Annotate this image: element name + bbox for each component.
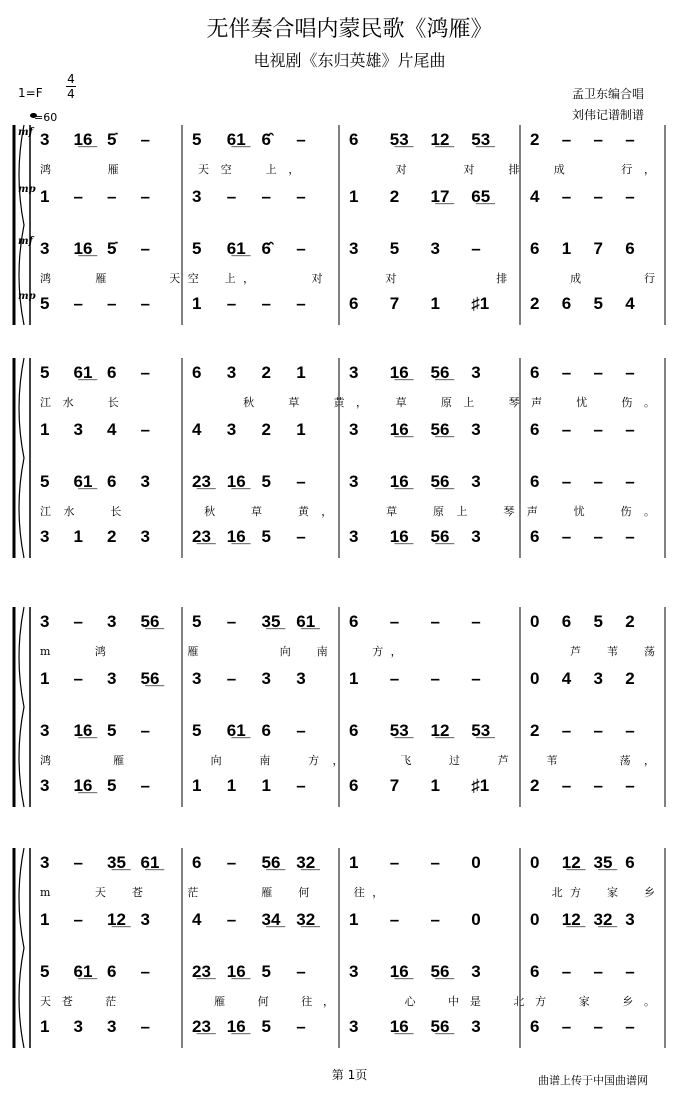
dash-note: –	[107, 294, 117, 313]
note: 5	[261, 527, 271, 546]
note: 2	[261, 420, 271, 439]
note: 5̲6̲	[261, 853, 281, 872]
note: 7	[389, 294, 400, 313]
note: 6	[349, 776, 359, 795]
note: 1	[226, 776, 237, 795]
dash-note: –	[140, 776, 150, 795]
note: 6̂	[261, 130, 271, 149]
note: 5	[593, 612, 603, 631]
dash-note: –	[140, 294, 150, 313]
note: 5	[107, 776, 117, 795]
note: 6	[530, 472, 540, 491]
note: 3	[349, 363, 359, 382]
note: 6̂	[261, 239, 271, 258]
dash-note: –	[226, 612, 237, 631]
note: 1̲2̲	[561, 853, 581, 872]
dash-note: –	[471, 612, 481, 631]
note: 5̲6̲	[430, 420, 450, 439]
time-signature-bottom: 4	[67, 87, 75, 101]
dash-note: –	[625, 472, 635, 491]
note: 6	[530, 527, 540, 546]
note: 5	[40, 472, 50, 491]
dash-note: –	[389, 910, 400, 929]
note: 5	[192, 239, 202, 258]
note: 5̲6̲	[430, 1017, 450, 1036]
note: 1̲2̲	[430, 721, 450, 740]
note: 2̲3̲	[192, 472, 211, 491]
note: 6	[349, 612, 359, 631]
dash-note: –	[561, 776, 572, 795]
lyric-line: m 鸿 雁 向 南 方， 芦 苇 荡	[40, 645, 655, 658]
note: 5	[192, 130, 202, 149]
note: 6	[561, 612, 572, 631]
note: 3̲2̲	[296, 910, 316, 929]
note: 3	[40, 776, 50, 795]
note: 3	[140, 527, 150, 546]
dash-note: –	[471, 239, 481, 258]
dash-note: –	[73, 853, 83, 872]
note: 1	[430, 776, 440, 795]
dash-note: –	[73, 612, 83, 631]
dash-note: –	[625, 420, 635, 439]
note: 6	[107, 363, 117, 382]
note: 6̲5̲	[471, 187, 491, 206]
note: 3	[471, 962, 481, 981]
note: 4	[192, 910, 202, 929]
dash-note: –	[296, 187, 306, 206]
dash-note: –	[625, 187, 635, 206]
note: 5̲3̲	[471, 130, 491, 149]
note: 6	[625, 853, 635, 872]
dash-note: –	[296, 130, 306, 149]
dash-note: –	[296, 1017, 306, 1036]
note: 1̲6̲	[226, 472, 246, 491]
dash-note: –	[261, 187, 271, 206]
note: 1	[349, 853, 359, 872]
dash-note: –	[107, 187, 117, 206]
note: 3̲5̲	[107, 853, 126, 872]
dash-note: –	[593, 187, 603, 206]
note: 1	[349, 910, 359, 929]
dash-note: –	[226, 853, 237, 872]
note: 3	[349, 1017, 359, 1036]
note: 3	[471, 1017, 481, 1036]
note: 1	[192, 294, 202, 313]
note: 2̲3̲	[192, 962, 211, 981]
note: 6	[561, 294, 572, 313]
note: 3	[593, 669, 603, 688]
note: 3	[40, 612, 50, 631]
note: 5	[40, 962, 50, 981]
note: 1̲6̲	[226, 1017, 246, 1036]
dash-note: –	[140, 1017, 150, 1036]
dash-note: –	[561, 420, 572, 439]
note: 0	[530, 910, 540, 929]
arranger-credit: 孟卫东编合唱	[572, 87, 645, 101]
note: 1	[561, 239, 572, 258]
note: 2	[530, 294, 540, 313]
dash-note: –	[226, 187, 237, 206]
note: 3	[140, 910, 150, 929]
note: 1	[296, 363, 306, 382]
note: 1̲6̲	[73, 239, 93, 258]
note: 1	[40, 187, 50, 206]
note: 6̲1̲	[296, 612, 316, 631]
dash-note: –	[140, 721, 150, 740]
note: 3	[40, 527, 50, 546]
note: 2	[389, 187, 400, 206]
system-brace	[19, 607, 24, 807]
dash-note: –	[625, 527, 635, 546]
note: 3	[40, 239, 50, 258]
dynamic-mark: mf	[18, 127, 33, 138]
dash-note: –	[625, 130, 635, 149]
note: 6	[530, 1017, 540, 1036]
dash-note: –	[73, 187, 83, 206]
note: 3	[73, 1017, 83, 1036]
note: 5	[593, 294, 603, 313]
note: 1̲6̲	[389, 472, 409, 491]
key-signature: 1=F	[18, 86, 43, 100]
note: 3	[296, 669, 306, 688]
note: 1	[192, 776, 202, 795]
note: 7	[593, 239, 603, 258]
note: 1	[349, 187, 359, 206]
dash-note: –	[261, 294, 271, 313]
dash-note: –	[140, 363, 150, 382]
note: 4	[561, 669, 572, 688]
note: 3	[226, 420, 237, 439]
note: 3̲2̲	[296, 853, 316, 872]
note: 7	[389, 776, 400, 795]
note: 1̲6̲	[226, 527, 246, 546]
note: 0	[530, 669, 540, 688]
note: 6	[530, 962, 540, 981]
dash-note: –	[140, 239, 150, 258]
note: 5	[40, 363, 50, 382]
note: 1̲6̲	[73, 130, 93, 149]
note: 1	[349, 669, 359, 688]
dash-note: –	[296, 721, 306, 740]
note: 1	[430, 294, 440, 313]
note: 3	[430, 239, 440, 258]
note: 2	[625, 612, 635, 631]
lyric-line: 江水 长 秋 草 黄， 草 原上 琴声 忧 伤。	[40, 396, 655, 409]
note: 4	[107, 420, 117, 439]
note: 2̲3̲	[192, 1017, 211, 1036]
dash-note: –	[593, 527, 603, 546]
note: 1̲6̲	[389, 962, 409, 981]
dash-note: –	[389, 669, 400, 688]
note: 1	[40, 910, 50, 929]
dash-note: –	[226, 910, 237, 929]
note: 1	[40, 1017, 50, 1036]
note: 4	[530, 187, 540, 206]
dash-note: –	[73, 910, 83, 929]
note: 6	[107, 472, 117, 491]
note: 1̲6̲	[226, 962, 246, 981]
dash-note: –	[140, 130, 150, 149]
note: 1̲6̲	[389, 420, 409, 439]
dash-note: –	[430, 910, 440, 929]
dash-note: –	[625, 721, 635, 740]
lyric-line: 鸿 雁 天空 上， 对 对 排 成 行，	[40, 163, 655, 176]
dash-note: –	[593, 776, 603, 795]
dash-note: –	[593, 130, 603, 149]
note: 3	[73, 420, 83, 439]
dash-note: –	[430, 853, 440, 872]
dash-note: –	[296, 962, 306, 981]
note: 3	[471, 420, 481, 439]
dash-note: –	[625, 363, 635, 382]
dash-note: –	[593, 1017, 603, 1036]
dash-note: –	[73, 294, 83, 313]
note: 2	[530, 776, 540, 795]
note: 3	[140, 472, 150, 491]
note: 3	[625, 910, 635, 929]
dash-note: –	[296, 294, 306, 313]
dash-note: –	[593, 721, 603, 740]
note: 5̲6̲	[430, 527, 450, 546]
note: 2	[625, 669, 635, 688]
lyric-line: m 天 苍 茫 雁 何 往， 北方 家 乡	[40, 886, 655, 899]
note: 3	[226, 363, 237, 382]
dash-note: –	[296, 239, 306, 258]
dash-note: –	[561, 187, 572, 206]
note: 6̲1̲	[140, 853, 160, 872]
note: 3̲5̲	[593, 853, 613, 872]
notation-credit: 刘伟记谱制谱	[572, 108, 645, 122]
note: 3	[192, 669, 202, 688]
note: 1̲7̲	[430, 187, 450, 206]
note: 3	[349, 472, 359, 491]
dash-note: –	[625, 776, 635, 795]
note: 6̲1̲	[73, 962, 93, 981]
dash-note: –	[593, 472, 603, 491]
note: 3	[349, 527, 359, 546]
dynamic-mark: mp	[18, 184, 36, 195]
note: 3̲2̲	[593, 910, 613, 929]
tempo-marking: =60	[34, 111, 58, 124]
note: 6	[192, 363, 202, 382]
dash-note: –	[296, 472, 306, 491]
note: 3	[40, 721, 50, 740]
system-brace	[19, 358, 24, 558]
note: 6	[349, 130, 359, 149]
note: 1	[261, 776, 271, 795]
note: ♯1	[471, 294, 490, 313]
dash-note: –	[140, 962, 150, 981]
dynamic-mark: mp	[18, 291, 36, 302]
note: 6	[107, 962, 117, 981]
note: 3	[471, 527, 481, 546]
dash-note: –	[389, 612, 400, 631]
note: 3̲4̲	[261, 910, 281, 929]
note: 5	[192, 612, 202, 631]
note: 5̲6̲	[430, 363, 450, 382]
note: 1̲6̲	[73, 776, 93, 795]
dash-note: –	[593, 420, 603, 439]
note: 0	[530, 853, 540, 872]
note: 3	[349, 962, 359, 981]
dash-note: –	[625, 962, 635, 981]
note: 4	[192, 420, 202, 439]
note: 5̇	[107, 239, 117, 258]
lyric-line: 鸿 雁 向 南 方， 飞 过 芦 苇 荡，	[40, 754, 656, 767]
dash-note: –	[296, 776, 306, 795]
note: ♯1	[471, 776, 490, 795]
dash-note: –	[140, 187, 150, 206]
dash-note: –	[561, 962, 572, 981]
note: 5̇	[107, 130, 117, 149]
lyric-line: 江水 长 秋 草 黄， 草 原上 琴声 忧 伤。	[40, 505, 656, 518]
dash-note: –	[593, 962, 603, 981]
dash-note: –	[471, 669, 481, 688]
note: 3	[107, 1017, 117, 1036]
note: 6	[530, 420, 540, 439]
note: 3	[107, 612, 117, 631]
note: 6̲1̲	[73, 472, 93, 491]
note: 1	[40, 420, 50, 439]
note: 5̲3̲	[389, 721, 409, 740]
note: 5	[389, 239, 400, 258]
note: 6̲1̲	[73, 363, 93, 382]
note: 6	[261, 721, 271, 740]
note: 3	[107, 669, 117, 688]
note: 4	[625, 294, 635, 313]
note: 1̲6̲	[389, 527, 409, 546]
note: 2̲3̲	[192, 527, 211, 546]
note: 3	[471, 363, 481, 382]
dash-note: –	[296, 527, 306, 546]
note: 5	[261, 962, 271, 981]
note: 5̲6̲	[430, 962, 450, 981]
dash-note: –	[73, 669, 83, 688]
note: 3	[261, 669, 271, 688]
note: 3	[349, 239, 359, 258]
dash-note: –	[389, 853, 400, 872]
note: 6̲1̲	[226, 130, 246, 149]
dash-note: –	[561, 472, 572, 491]
note: 2	[530, 130, 540, 149]
score-subtitle: 电视剧《东归英雄》片尾曲	[253, 51, 446, 70]
note: 1̲2̲	[561, 910, 581, 929]
dash-note: –	[561, 363, 572, 382]
note: 1	[40, 669, 50, 688]
note: 0	[471, 853, 481, 872]
note: 3	[40, 130, 50, 149]
dash-note: –	[226, 669, 237, 688]
note: 1̲6̲	[73, 721, 93, 740]
note: 6	[530, 363, 540, 382]
dash-note: –	[593, 363, 603, 382]
note: 1	[73, 527, 83, 546]
note: 6̲1̲	[226, 239, 246, 258]
lyric-line: 鸿 雁 天空 上， 对 对 排 成 行	[40, 272, 655, 285]
note: 3	[192, 187, 202, 206]
dash-note: –	[625, 1017, 635, 1036]
note: 5̲3̲	[471, 721, 491, 740]
dynamic-mark: mf	[18, 236, 33, 247]
lyric-line: 天苍 茫 雁 何 往， 心 中是 北方 家 乡。	[40, 995, 655, 1008]
note: 0	[530, 612, 540, 631]
note: 1	[296, 420, 306, 439]
note: 6	[625, 239, 635, 258]
dash-note: –	[561, 1017, 572, 1036]
note: 1̲2̲	[430, 130, 450, 149]
note: 5	[40, 294, 50, 313]
system-brace	[19, 848, 24, 1048]
note: 3	[40, 853, 50, 872]
dash-note: –	[430, 612, 440, 631]
note: 6	[349, 294, 359, 313]
dash-note: –	[561, 527, 572, 546]
score-title: 无伴奏合唱内蒙民歌《鸿雁》	[206, 17, 493, 42]
note: 6̲1̲	[226, 721, 246, 740]
note: 5	[107, 721, 117, 740]
dash-note: –	[226, 294, 237, 313]
note: 2	[530, 721, 540, 740]
note: 0	[471, 910, 481, 929]
note: 6	[349, 721, 359, 740]
time-signature-top: 4	[67, 72, 75, 86]
note: 5̲6̲	[140, 612, 160, 631]
note: 5̲6̲	[430, 472, 450, 491]
note: 1̲6̲	[389, 363, 409, 382]
site-footer: 曲谱上传于中国曲谱网	[538, 1074, 648, 1087]
note: 5̲3̲	[389, 130, 409, 149]
note: 2	[107, 527, 117, 546]
note: 5	[261, 1017, 271, 1036]
dash-note: –	[140, 420, 150, 439]
note: 6	[530, 239, 540, 258]
note: 5	[192, 721, 202, 740]
dash-note: –	[561, 721, 572, 740]
note: 5	[261, 472, 271, 491]
note: 3̲5̲	[261, 612, 281, 631]
note: 6	[192, 853, 202, 872]
note: 3	[471, 472, 481, 491]
note: 1̲2̲	[107, 910, 126, 929]
page-number: 第 1页	[331, 1068, 368, 1082]
note: 2	[261, 363, 271, 382]
note: 3	[349, 420, 359, 439]
dash-note: –	[561, 130, 572, 149]
note: 1̲6̲	[389, 1017, 409, 1036]
note: 5̲6̲	[140, 669, 160, 688]
dash-note: –	[430, 669, 440, 688]
